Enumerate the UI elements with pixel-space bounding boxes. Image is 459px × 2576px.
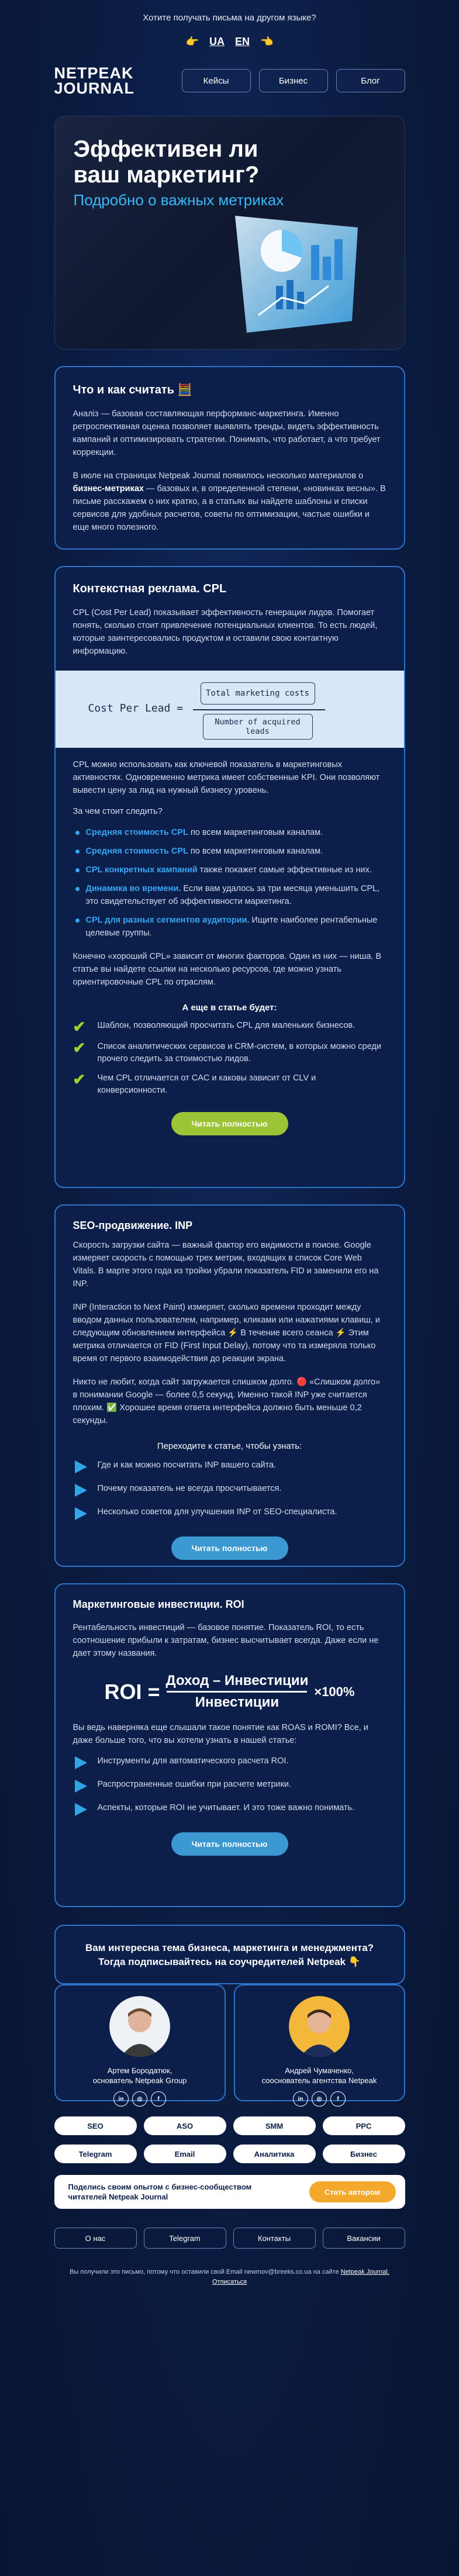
inp-card: [54, 1204, 405, 1567]
roi-read-more-button[interactable]: Читать полностью: [171, 1832, 288, 1856]
roi-formula: [73, 1673, 386, 1711]
list-item: Средняя стоимость CPL по всем маркетинговым каналам.: [73, 845, 386, 858]
formula-label: Cost Per Lead =: [88, 702, 184, 714]
play-triangle-icon: [73, 1779, 88, 1794]
netpeak-journal-logo[interactable]: NETPEAK JOURNAL: [54, 64, 135, 97]
cpl-title: Контекстная реклама. CPL: [73, 582, 227, 595]
footer-journal-link[interactable]: Netpeak Journal.: [340, 2268, 389, 2275]
roi-formula-left: ROI =: [104, 1679, 160, 1704]
intro-paragraph-2: В июле на страницах Netpeak Journal появилось несколько материалов о бизнес-метриках — базовых и, в определенной степени, «новинках весны». В письме расскажем о них кратко, а в статьях вы найдете шаблоны и списки сервисов для удобных расчетов, советы по оптимизации, частые ошибки и еще много полезного.: [73, 471, 386, 532]
social-links: [56, 2091, 225, 2107]
play-triangle-icon: [73, 1755, 88, 1770]
roi-title: Маркетинговые инвестиции. ROI: [73, 1598, 244, 1610]
checkmark-icon: ✔: [73, 1071, 86, 1088]
footer-contacts-button[interactable]: Контакты: [233, 2228, 316, 2249]
subscribe-founders-block: [54, 1925, 405, 1984]
linkedin-icon[interactable]: in: [113, 2091, 129, 2107]
founders-row: [54, 1984, 405, 2101]
nav-blog-button[interactable]: Блог: [336, 69, 405, 92]
tag-email[interactable]: Email: [144, 2145, 226, 2163]
footer-about-button[interactable]: О нас: [54, 2228, 137, 2249]
list-item: Средняя стоимость CPL по всем маркетинговым каналам.: [73, 826, 386, 839]
hero-subtitle: Подробно о важных метриках: [73, 191, 284, 209]
intro-title: Что и как считать 🧮: [73, 384, 192, 396]
roi-formula-divider: [167, 1691, 307, 1693]
founder-card: [234, 1984, 405, 2101]
list-item: ✔ Список аналитических сервисов и CRM-систем, в которых можно среди прочего следить за стоимостью лидов.: [73, 1039, 381, 1063]
metrics-chart-illustration-icon: [212, 204, 387, 339]
roi-card: [54, 1583, 405, 1907]
inp-paragraph-1: Скорость загрузки сайта — важный фактор его видимости в поиске. Google измеряет скорость с помощью трех метрик, входящих в список Core Web Vitals. В марте этого года из тройки убрали показатель FID и заменили его на INP.: [73, 1241, 379, 1289]
language-switch: [54, 36, 405, 48]
nav-business-button[interactable]: Бизнес: [259, 69, 328, 92]
footer-telegram-button[interactable]: Telegram: [144, 2228, 226, 2249]
list-item: Где и как можно посчитать INP вашего сайта.: [73, 1459, 386, 1475]
social-links: [235, 2091, 404, 2107]
lang-ua-link[interactable]: UA: [209, 36, 225, 47]
unsubscribe-link[interactable]: Отписаться: [212, 2278, 247, 2285]
inp-title: SEO-продвижение. INP: [73, 1220, 193, 1231]
language-question: Хотите получать письма на другом языке?: [143, 13, 316, 23]
play-triangle-icon: [73, 1506, 88, 1521]
checkmark-icon: ✔: [73, 1018, 86, 1035]
inp-paragraph-3: Никто не любит, когда сайт загружается слишком долго. 🔴 «Слишком долго» в понимании Google — более 0,5 секунд. Именно такой INP уже считается плохим. ✅ Хорошее время ответа интерфейса должно быть меньше 0,2 секунды.: [73, 1377, 381, 1425]
nav-cases-button[interactable]: Кейсы: [182, 69, 251, 92]
list-item: ✔ Шаблон, позволяющий просчитать CPL для маленьких бизнесов.: [73, 1018, 356, 1035]
instagram-icon[interactable]: ◎: [312, 2091, 327, 2107]
lang-en-link[interactable]: EN: [234, 36, 250, 47]
list-item: Распространенные ошибки при расчете метрики.: [73, 1779, 386, 1794]
tag-business[interactable]: Бизнес: [323, 2145, 405, 2163]
tag-ppc[interactable]: PPC: [323, 2116, 405, 2135]
cpl-paragraph-2: CPL можно использовать как ключевой показатель в маркетинговых активностях. Одновременно метрика имеет собственные KPI. Они позволяют вывести цену за лид на нужный бизнесу уровень.: [73, 760, 380, 795]
facebook-icon[interactable]: f: [330, 2091, 346, 2107]
avatar: [289, 1996, 350, 2057]
founder-name: Андрей Чумаченко,: [285, 2066, 354, 2075]
cpl-watch-list: [73, 826, 386, 940]
list-item: CPL конкретных кампаний также покажет самые эффективные из них.: [73, 864, 386, 876]
cpl-card: [54, 566, 405, 1188]
founder-card: [54, 1984, 226, 2101]
cpl-read-more-button[interactable]: Читать полностью: [171, 1112, 288, 1135]
inp-read-more-button[interactable]: Читать полностью: [171, 1536, 288, 1560]
facebook-icon[interactable]: f: [151, 2091, 166, 2107]
formula-divider: [193, 709, 325, 710]
footer-vacancies-button[interactable]: Вакансии: [323, 2228, 405, 2249]
header: [54, 65, 405, 96]
instagram-icon[interactable]: ◎: [132, 2091, 147, 2107]
roi-paragraph-2: Вы ведь наверняка еще слышали такое понятие как ROAS и ROMI? Все, и даже больше того, что вы хотели узнать в нашей статье:: [73, 1723, 368, 1745]
cpl-formula: [56, 671, 404, 748]
cpl-paragraph-1: CPL (Cost Per Lead) показывает эффективность генерации лидов. Помогает понять, сколько стоит привлечение потенциальных клиентов. То есть людей, которые заинтересовались продуктом и оставили свою контактную информацию.: [73, 608, 378, 656]
subscribe-question: Вам интересна тема бизнеса, маркетинга и менеджмента? Тогда подписывайтесь на соучредителей Netpeak 👇: [85, 1942, 374, 1967]
linkedin-icon[interactable]: in: [293, 2091, 308, 2107]
roi-formula-percent: ×100%: [314, 1684, 355, 1699]
hero-title: Эффективен ли ваш маркетинг?: [73, 136, 260, 188]
founder-role: сооснователь агентства Netpeak: [261, 2076, 377, 2085]
cpl-extra-title: А еще в статье будет:: [182, 1003, 277, 1013]
tag-smm[interactable]: SMM: [233, 2116, 316, 2135]
inp-paragraph-2: INP (Interaction to Next Paint) измеряет, сколько времени проходит между вводом данных пользователем, например, кликами или нажатиями клавиш, и следующим обновлением интерфейса ⚡️ В течение всего сеанса ⚡️ Этим метрика отличается от FID (First Input Delay), потому что та измеряла только время от первого взаимодействия до реакции экрана.: [73, 1303, 380, 1363]
cpl-paragraph-3: Конечно «хороший CPL» зависит от многих факторов. Один из них — ниша. В статье вы найдете ссылки на несколько ресурсов, где можно узнать ориентировочные CPL по отраслям.: [73, 952, 382, 987]
roi-formula-numerator: Доход – Инвестиции: [165, 1673, 309, 1688]
become-author-banner: [54, 2175, 405, 2209]
play-triangle-icon: [73, 1483, 88, 1498]
formula-denominator: Number of acquired leads: [203, 714, 313, 740]
tag-analytics[interactable]: Аналитика: [233, 2145, 316, 2163]
arrow-left-icon: 👈: [260, 36, 274, 47]
founder-name: Артем Бородатюк,: [107, 2066, 172, 2075]
topic-tags-row-2: [54, 2145, 405, 2163]
list-item: Почему показатель не всегда просчитывается.: [73, 1483, 386, 1498]
play-triangle-icon: [73, 1802, 88, 1817]
intro-card: [54, 366, 405, 550]
arrow-right-icon: 👉: [185, 36, 199, 47]
list-item: CPL для разных сегментов аудитории. Ищите наиболее рентабельные целевые группы.: [73, 914, 386, 940]
founder-role: основатель Netpeak Group: [92, 2076, 187, 2085]
formula-numerator: Total marketing costs: [201, 682, 315, 705]
cpl-what-to-watch: За чем стоит следить?: [73, 807, 163, 816]
list-item: Динамика во времени. Если вам удалось за три месяца уменьшить CPL, это свидетельствует об эффективности маркетинга.: [73, 882, 386, 908]
become-author-button[interactable]: Стать автором: [309, 2181, 396, 2202]
become-author-text: Поделись своим опытом с бизнес-сообществом читателей Netpeak Journal: [68, 2183, 252, 2201]
hero-banner[interactable]: [54, 116, 405, 350]
topic-tags-row-1: [54, 2116, 405, 2135]
intro-paragraph-1: Аналіз — базовая составляющая перформанс-маркетинга. Именно ретроспективная оценка позволяет выявлять тренды, видеть эффективность кампаний и оптимизировать стратегии. Понимать, что работает, а что требует коррекции.: [73, 409, 381, 457]
tag-aso[interactable]: ASO: [144, 2116, 226, 2135]
list-item: ✔ Чем CPL отличается от CAC и каковы зависит от CLV и конверсионности.: [73, 1071, 316, 1095]
list-item: Аспекты, которые ROI не учитывает. И это тоже важно понимать.: [73, 1802, 386, 1817]
checkmark-icon: ✔: [73, 1039, 86, 1056]
footer-nav: [54, 2228, 405, 2249]
play-triangle-icon: [73, 1459, 88, 1475]
roi-paragraph-1: Рентабельность инвестиций — базовое понятие. Показатель ROI, то есть соотношение прибыли к затратам, бизнес высчитывает всегда. Даже если не дает этому названия.: [73, 1623, 379, 1658]
roi-formula-denominator: Инвестиции: [195, 1694, 279, 1710]
tag-seo[interactable]: SEO: [54, 2116, 137, 2135]
avatar: [109, 1996, 170, 2057]
footer-note: Вы получили это письмо, потому что оставили свой Email newmov@breeks.co.ua на сайте Netpeak Journal. Отписаться: [70, 2268, 389, 2285]
top-nav: [182, 69, 405, 92]
list-item: Инструменты для автоматического расчета ROI.: [73, 1755, 386, 1770]
list-item: Несколько советов для улучшения INP от SEO-специалиста.: [73, 1506, 386, 1521]
tag-telegram[interactable]: Telegram: [54, 2145, 137, 2163]
inp-go-title: Переходите к статье, чтобы узнать:: [157, 1441, 302, 1451]
